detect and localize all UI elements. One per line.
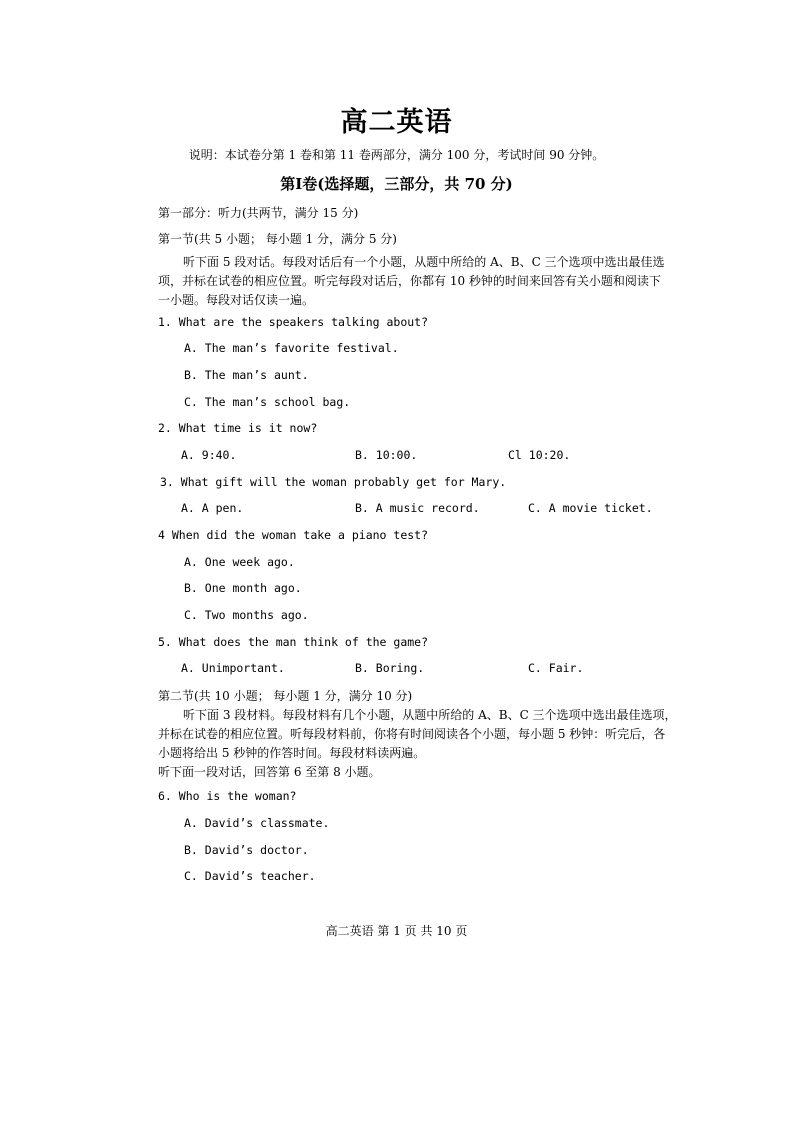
question-1-option-c: C. The man’s school bag. bbox=[184, 395, 351, 409]
section1-instruction-line: 听下面 5 段对话。每段对话后有一个小题，从题中所给的 A、B、C 三个选项中选出最佳选 bbox=[183, 255, 665, 269]
question-6-stem: 6. Who is the woman? bbox=[158, 789, 297, 803]
section2-lead: 听下面一段对话，回答第 6 至第 8 小题。 bbox=[158, 765, 381, 779]
question-4-stem: 4 When did the woman take a piano test? bbox=[158, 528, 429, 542]
page-title: 高二英语 bbox=[340, 107, 453, 138]
section2-instruction-line: 并标在试卷的相应位置。听每段材料前，你将有时间阅读各个小题，每小题 5 秒钟：听完后，各 bbox=[158, 727, 666, 741]
question-4-option-b: B. One month ago. bbox=[184, 581, 302, 595]
section-title: 第Ⅰ卷(选择题，三部分，共 70 分) bbox=[280, 175, 513, 193]
question-2-option-c: Cl 10:20. bbox=[508, 448, 571, 462]
question-3-option-b: B. A music record. bbox=[355, 501, 480, 515]
question-5-option-a: A. Unimportant. bbox=[181, 661, 285, 675]
question-1-option-a: A. The man’s favorite festival. bbox=[184, 341, 399, 355]
section2-title: 第二节(共 10 小题； 每小题 1 分，满分 10 分) bbox=[158, 689, 413, 703]
question-5-option-b: B. Boring. bbox=[355, 661, 425, 675]
question-3-stem: 3. What gift will the woman probably get for Mary. bbox=[160, 475, 507, 489]
question-2-option-b: B. 10:00. bbox=[355, 448, 418, 462]
question-3-option-c: C. A movie ticket. bbox=[528, 501, 653, 515]
question-5-option-c: C. Fair. bbox=[528, 661, 584, 675]
question-6-option-a: A. David’s classmate. bbox=[184, 816, 330, 830]
exam-instructions: 说明：本试卷分第 1 卷和第 11 卷两部分，满分 100 分，考试时间 90 分钟。 bbox=[188, 148, 605, 162]
section2-instruction-line: 小题将给出 5 秒钟的作答时间。每段材料读两遍。 bbox=[158, 746, 426, 760]
question-5-stem: 5. What does the man think of the game? bbox=[158, 635, 429, 649]
question-1-stem: 1. What are the speakers talking about? bbox=[158, 315, 429, 329]
part1-title: 第一部分：听力(共两节，满分 15 分) bbox=[158, 206, 359, 220]
section2-instruction-line: 听下面 3 段材料。每段材料有几个小题，从题中所给的 A、B、C 三个选项中选出最佳选项， bbox=[183, 708, 677, 722]
question-4-option-a: A. One week ago. bbox=[184, 555, 295, 569]
question-6-option-c: C. David’s teacher. bbox=[184, 869, 316, 883]
section1-instruction-line: 一小题。每段对话仅读一遍。 bbox=[158, 293, 315, 307]
question-6-option-b: B. David’s doctor. bbox=[184, 843, 309, 857]
question-3-option-a: A. A pen. bbox=[181, 501, 244, 515]
question-2-stem: 2. What time is it now? bbox=[158, 421, 318, 435]
question-4-option-c: C. Two months ago. bbox=[184, 608, 309, 622]
section1-title: 第一节(共 5 小题； 每小题 1 分，满分 5 分) bbox=[158, 232, 397, 246]
page-footer: 高二英语 第 1 页 共 10 页 bbox=[325, 924, 468, 938]
question-2-option-a: A. 9:40. bbox=[181, 448, 237, 462]
section1-instruction-line: 项，并标在试卷的相应位置。听完每段对话后，你都有 10 秒钟的时间来回答有关小题和阅读下 bbox=[158, 274, 661, 288]
question-1-option-b: B. The man’s aunt. bbox=[184, 368, 309, 382]
